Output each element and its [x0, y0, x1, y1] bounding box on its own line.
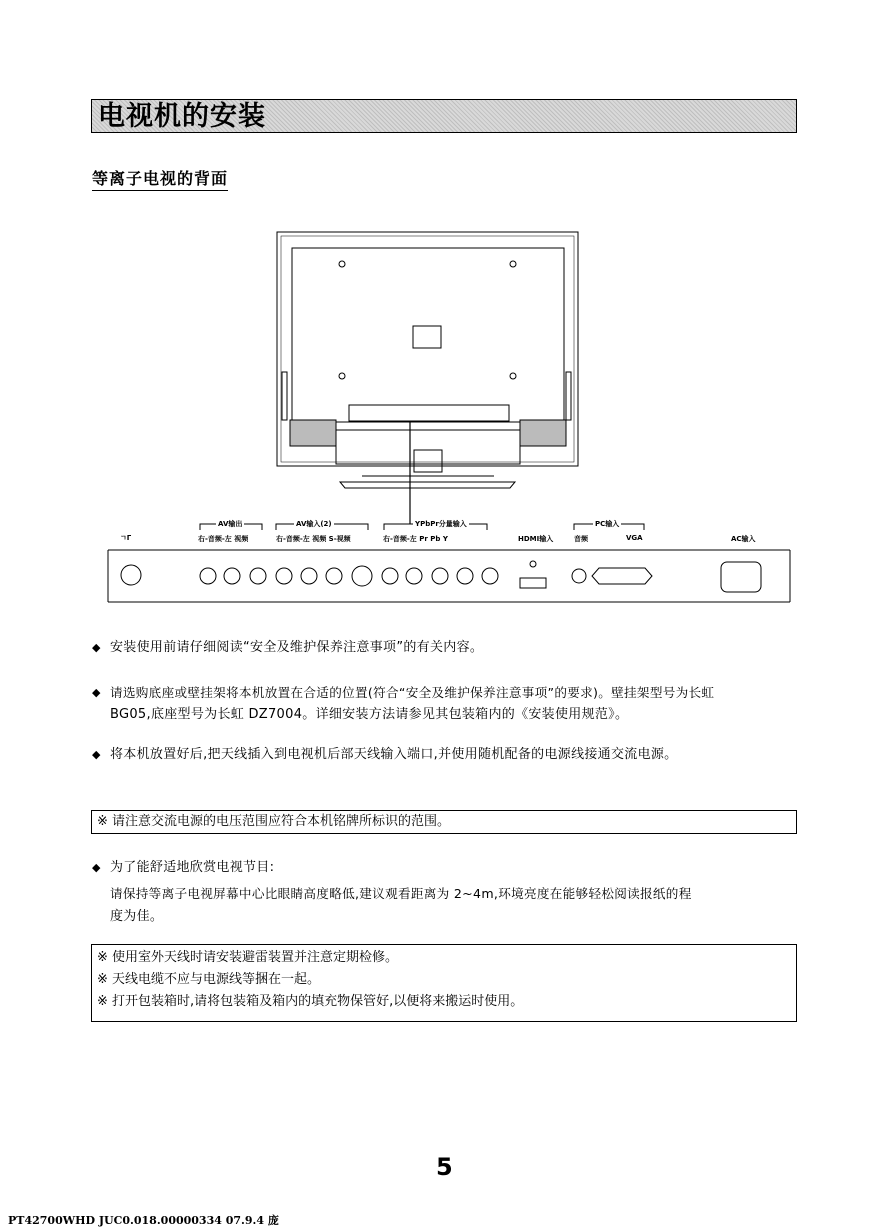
bullet-text-2-line2: BG05,底座型号为长虹 DZ7004。详细安装方法请参见其包装箱内的《安装使用规范》。 [110, 707, 629, 722]
hdmi-label: HDMI输入 [518, 535, 554, 543]
vga-label: VGA [626, 534, 643, 542]
bullet-diamond: ◆ [92, 748, 101, 761]
safety-notes-box [91, 944, 797, 1022]
port-panel [108, 550, 790, 602]
voltage-note-text: ※ 请注意交流电源的电压范围应符合本机铭牌所标识的范围。 [97, 814, 451, 829]
pc-input-group-label: PC输入 [595, 520, 620, 528]
safety-note-3: ※ 打开包装箱时,请将包装箱及箱内的填充物保管好,以便将来搬运时使用。 [97, 994, 524, 1009]
pc-audio-label: 音频 [574, 535, 588, 543]
tv-back-drawing [277, 232, 578, 524]
ypbpr-group-label: YPbPr分量输入 [415, 520, 467, 528]
viewing-text-line2: 度为佳。 [110, 909, 164, 924]
viewing-text-line1: 请保持等离子电视屏幕中心比眼睛高度略低,建议观看距离为 2~4m,环境亮度在能够轻松阅读报纸的程 [110, 886, 692, 901]
page-title: 电视机的安装 [98, 101, 266, 132]
bullet-text-2-line1: 请选购底座或壁挂架将本机放置在合适的位置(符合“安全及维护保养注意事项”的要求)。壁挂架型号为长虹 [110, 685, 715, 700]
viewing-heading: 为了能舒适地欣赏电视节目: [110, 860, 275, 875]
section-subtitle: 等离子电视的背面 [92, 166, 228, 191]
bullet-diamond: ◆ [92, 861, 101, 874]
safety-note-2: ※ 天线电缆不应与电源线等捆在一起。 [97, 972, 321, 987]
ypbpr-sub-label: 右-音频-左 Pr Pb Y [383, 535, 448, 543]
av-input-sub-label: 右-音频-左 视频 S-视频 [276, 535, 351, 543]
bullet-text-3: 将本机放置好后,把天线插入到电视机后部天线输入端口,并使用随机配备的电源线接通交流电源。 [110, 747, 678, 762]
bullet-diamond: ◆ [92, 641, 101, 654]
antenna-label: ㄱΓ [120, 534, 132, 542]
av-output-sub-label: 右-音频-左 视频 [198, 535, 249, 543]
document-footer-code: PT42700WHD JUC0.018.00000334 07.9.4 庞 [8, 1214, 279, 1227]
safety-note-1: ※ 使用室外天线时请安装避雷装置并注意定期检修。 [97, 950, 399, 965]
av-output-group-label: AV输出 [218, 520, 243, 528]
voltage-note-box [91, 810, 797, 834]
av-input-group-label: AV输入(2) [296, 520, 332, 528]
page-number: 5 [436, 1153, 453, 1181]
bullet-diamond: ◆ [92, 686, 101, 699]
ac-input-label: AC输入 [731, 535, 756, 543]
bullet-text-1: 安装使用前请仔细阅读“安全及维护保养注意事项”的有关内容。 [110, 640, 484, 655]
